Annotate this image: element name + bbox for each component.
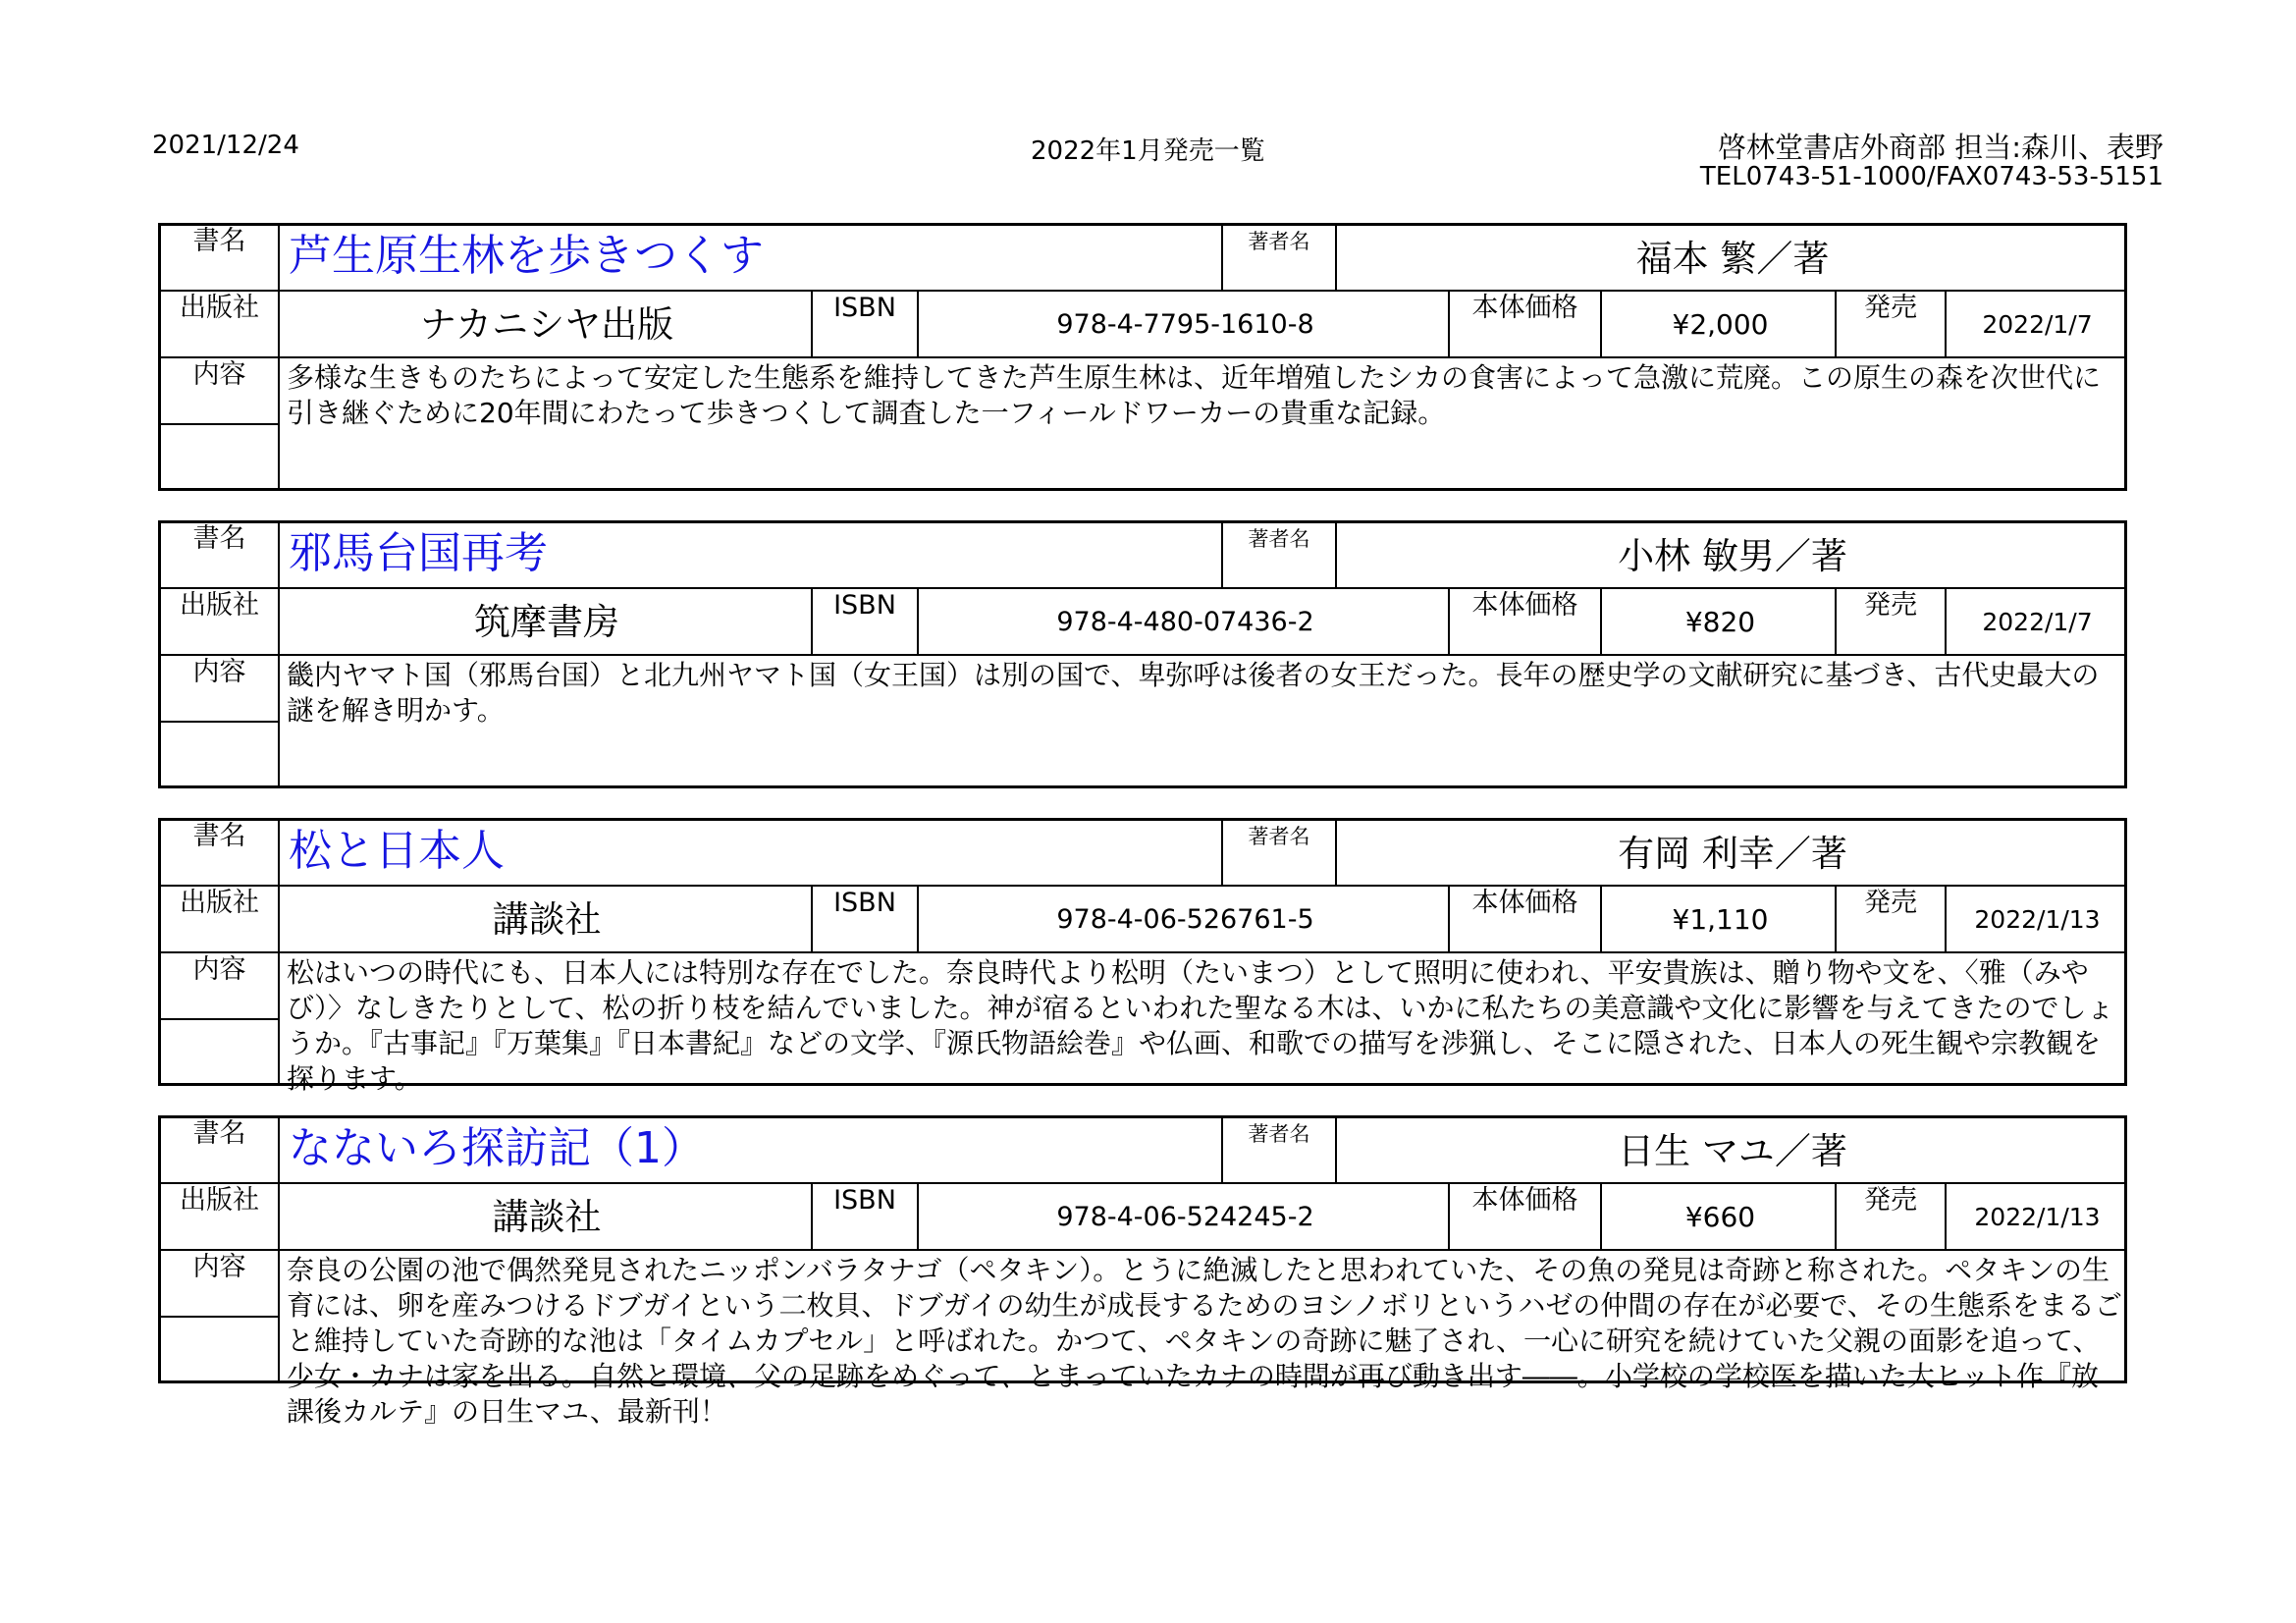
book-author: 小林 敏男／著	[1618, 535, 1847, 577]
book-publisher: 講談社	[492, 898, 602, 941]
content-label: 内容	[192, 359, 246, 390]
author-label: 著者名	[1248, 825, 1310, 848]
book-description: 松はいつの時代にも、日本人には特別な存在でした。奈良時代より松明（たいまつ）として照明に使われ、平安貴族は、贈り物や文を、〈雅（みやび）〉なしきたりとして、松の折り枝を結んでいました。神が宿るといわれた聖なる木は、いかに私たちの美意識や文化に影響を与えてきたのでしょうか。『古事記』『万葉集』『日本書紀』などの文学、『源氏物語絵巻』や仏画、和歌での描写を渉猟し、そこに隠された、日本人の死生観や宗教観を探ります。	[287, 956, 2114, 1095]
book-price: ¥2,000	[1672, 308, 1769, 341]
author-label: 著者名	[1248, 527, 1310, 551]
content-label: 内容	[192, 1252, 246, 1282]
price-label: 本体価格	[1471, 590, 1578, 621]
publisher-label: 出版社	[180, 590, 259, 621]
title-label: 書名	[192, 226, 246, 256]
price-label: 本体価格	[1471, 293, 1578, 323]
book-price: ¥1,110	[1672, 903, 1769, 936]
book-author: 日生 マユ／著	[1618, 1130, 1847, 1172]
book-release-date: 2022/1/7	[1982, 608, 2093, 636]
book-description: 畿内ヤマト国（邪馬台国）と北九州ヤマト国（女王国）は別の国で、卑弥呼は後者の女王だった。長年の歴史学の文献研究に基づき、古代史最大の謎を解き明かす。	[287, 659, 2100, 727]
book-isbn: 978-4-7795-1610-8	[1056, 309, 1314, 340]
book-card	[158, 223, 2127, 491]
book-price: ¥820	[1684, 606, 1756, 638]
book-description: 奈良の公園の池で偶然発見されたニッポンバラタナゴ（ペタキン）。とうに絶滅したと思われていた、その魚の発見は奇跡と称された。ペタキンの生育には、卵を産みつけるドブガイという二枚貝、ドブガイの幼生が成長するためのヨシノボリというハゼの仲間の存在が必要で、その生態系をまるごと維持していた奇跡的な池は「タイムカプセル」と呼ばれた。かつて、ペタキンの奇跡に魅了され、一心に研究を続けていた父親の面影を追って、少女・カナは家を出る。自然と環境、父の足跡をめぐって、とまっていたカナの時間が再び動き出す――。小学校の学校医を描いた大ヒット作『放課後カルテ』の日生マユ、最新刊！	[287, 1254, 2122, 1428]
book-title: 芦生原生林を歩きつくす	[289, 231, 764, 281]
book-isbn: 978-4-06-524245-2	[1056, 1202, 1314, 1232]
book-title: なないろ探訪記（1）	[289, 1123, 705, 1173]
book-card	[158, 520, 2127, 788]
isbn-label: ISBN	[833, 1185, 896, 1216]
title-label: 書名	[192, 1118, 246, 1149]
book-author: 福本 繁／著	[1635, 238, 1830, 280]
price-label: 本体価格	[1471, 1185, 1578, 1216]
publisher-label: 出版社	[180, 293, 259, 323]
release-label: 発売	[1864, 888, 1917, 918]
release-label: 発売	[1864, 1185, 1917, 1216]
book-card	[158, 1115, 2127, 1428]
publisher-label: 出版社	[180, 1185, 259, 1216]
book-release-date: 2022/1/13	[1974, 1203, 2101, 1231]
book-title: 邪馬台国再考	[289, 528, 548, 578]
content-label: 内容	[192, 954, 246, 985]
book-isbn: 978-4-480-07436-2	[1056, 607, 1314, 637]
document-title: 2022年1月発売一覧	[1031, 136, 1265, 166]
book-release-date: 2022/1/7	[1982, 310, 2093, 339]
book-release-date: 2022/1/13	[1974, 905, 2101, 934]
author-label: 著者名	[1248, 230, 1310, 253]
document-date: 2021/12/24	[152, 131, 299, 160]
content-label: 内容	[192, 657, 246, 687]
price-label: 本体価格	[1471, 888, 1578, 918]
contact-organization: 啓林堂書店外商部 担当:森川、表野	[1718, 131, 2163, 164]
book-publisher: ナカニシヤ出版	[419, 303, 674, 346]
book-title: 松と日本人	[289, 826, 505, 876]
title-label: 書名	[192, 523, 246, 554]
publisher-label: 出版社	[180, 888, 259, 918]
book-publisher: 筑摩書房	[474, 601, 619, 643]
release-label: 発売	[1864, 590, 1917, 621]
isbn-label: ISBN	[833, 293, 896, 323]
title-label: 書名	[192, 821, 246, 851]
book-price: ¥660	[1684, 1201, 1756, 1233]
book-isbn: 978-4-06-526761-5	[1056, 904, 1314, 935]
book-card	[158, 818, 2127, 1095]
author-label: 著者名	[1248, 1122, 1310, 1146]
contact-phone-fax: TEL0743-51-1000/FAX0743-53-5151	[1699, 162, 2163, 191]
isbn-label: ISBN	[833, 590, 896, 621]
release-label: 発売	[1864, 293, 1917, 323]
book-author: 有岡 利幸／著	[1618, 833, 1847, 875]
book-description: 多様な生きものたちによって安定した生態系を維持してきた芦生原生林は、近年増殖したシカの食害によって急激に荒廃。この原生の森を次世代に引き継ぐために20年間にわたって歩きつくして調査した一フィールドワーカーの貴重な記録。	[287, 361, 2102, 429]
isbn-label: ISBN	[833, 888, 896, 918]
book-publisher: 講談社	[492, 1196, 602, 1238]
